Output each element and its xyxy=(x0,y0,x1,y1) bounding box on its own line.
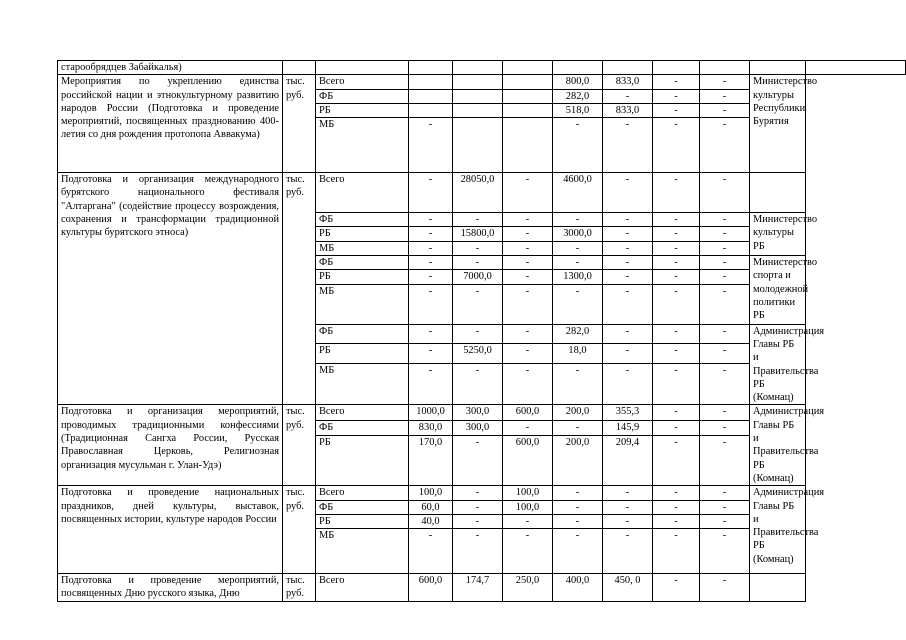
amount-cell: - xyxy=(453,256,503,270)
amount-cell: - xyxy=(409,256,453,270)
amount-cell: - xyxy=(653,89,700,103)
amount-cell: - xyxy=(503,364,553,405)
amount-cell: - xyxy=(409,324,453,344)
funding-source-cell: МБ xyxy=(316,241,409,255)
amount-cell: 300,0 xyxy=(453,405,503,420)
funding-source-cell: РБ xyxy=(316,227,409,241)
amount-cell: - xyxy=(700,89,750,103)
funding-source-cell: ФБ xyxy=(316,213,409,227)
funding-source-cell: МБ xyxy=(316,529,409,574)
funding-source-cell: МБ xyxy=(316,118,409,173)
amount-cell: - xyxy=(453,529,503,574)
empty-cell xyxy=(806,61,906,75)
table-row xyxy=(58,173,906,213)
amount-cell: - xyxy=(653,256,700,270)
empty-cell xyxy=(409,61,453,75)
amount-cell: 4600,0 xyxy=(553,173,603,213)
amount-cell: - xyxy=(653,241,700,255)
amount-cell: 18,0 xyxy=(553,344,603,364)
amount-cell: - xyxy=(700,270,750,284)
funding-source-cell: РБ xyxy=(316,344,409,364)
amount-cell: - xyxy=(653,270,700,284)
amount-cell: - xyxy=(603,324,653,344)
table-row xyxy=(58,405,906,420)
amount-cell: 28050,0 xyxy=(453,173,503,213)
funding-source-cell: МБ xyxy=(316,364,409,405)
amount-cell: - xyxy=(553,284,603,324)
unit-cell: тыс. руб. xyxy=(283,486,316,574)
amount-cell: - xyxy=(409,284,453,324)
program-funding-table xyxy=(57,60,906,602)
funding-source-cell: ФБ xyxy=(316,420,409,435)
amount-cell: - xyxy=(553,514,603,528)
amount-cell: - xyxy=(553,529,603,574)
amount-cell: - xyxy=(503,256,553,270)
amount-cell: - xyxy=(700,75,750,89)
amount-cell xyxy=(453,75,503,89)
amount-cell: - xyxy=(409,241,453,255)
amount-cell: - xyxy=(453,364,503,405)
amount-cell: - xyxy=(453,324,503,344)
amount-cell xyxy=(409,75,453,89)
amount-cell: - xyxy=(503,213,553,227)
amount-cell: - xyxy=(653,118,700,173)
amount-cell: - xyxy=(503,173,553,213)
amount-cell: - xyxy=(653,344,700,364)
amount-cell: 145,9 xyxy=(603,420,653,435)
amount-cell: - xyxy=(700,173,750,213)
amount-cell: - xyxy=(603,284,653,324)
amount-cell: - xyxy=(503,324,553,344)
amount-cell: - xyxy=(603,364,653,405)
amount-cell: - xyxy=(453,500,503,514)
amount-cell: - xyxy=(653,514,700,528)
activity-name-cell: Подготовка и проведение мероприятий, посвященных Дню русского языка, Дню xyxy=(58,574,283,602)
amount-cell: - xyxy=(453,486,503,500)
funding-source-cell: ФБ xyxy=(316,500,409,514)
funding-source-cell: РБ xyxy=(316,103,409,117)
empty-cell xyxy=(553,61,603,75)
amount-cell: - xyxy=(453,284,503,324)
amount-cell: - xyxy=(700,118,750,173)
amount-cell: - xyxy=(503,529,553,574)
amount-cell: - xyxy=(603,118,653,173)
amount-cell: - xyxy=(503,284,553,324)
amount-cell: - xyxy=(700,435,750,485)
activity-name-cell: Мероприятия по укреплению единства российской нации и этнокультурному развитию народов России (Подготовка и проведение мероприятий, посвященных празднованию 400-летия со дня рождения протопопа Аввакума) xyxy=(58,75,283,173)
responsible-executor-cell: Администрация Главы РБ и Правительства РБ (Комнац) xyxy=(750,486,806,574)
amount-cell: 300,0 xyxy=(453,420,503,435)
unit-cell: тыс. руб. xyxy=(283,574,316,602)
funding-source-cell: Всего xyxy=(316,405,409,420)
funding-source-cell: МБ xyxy=(316,284,409,324)
amount-cell: - xyxy=(553,500,603,514)
responsible-executor-cell xyxy=(750,574,806,602)
amount-cell: - xyxy=(503,344,553,364)
amount-cell: - xyxy=(503,227,553,241)
amount-cell: - xyxy=(553,486,603,500)
amount-cell: - xyxy=(700,344,750,364)
amount-cell: - xyxy=(409,364,453,405)
amount-cell: 200,0 xyxy=(553,405,603,420)
funding-source-cell: ФБ xyxy=(316,256,409,270)
amount-cell: - xyxy=(503,241,553,255)
funding-source-cell: ФБ xyxy=(316,324,409,344)
amount-cell: - xyxy=(700,420,750,435)
funding-source-cell: РБ xyxy=(316,435,409,485)
responsible-executor-cell xyxy=(750,173,806,213)
amount-cell: - xyxy=(453,241,503,255)
amount-cell: - xyxy=(453,514,503,528)
amount-cell: - xyxy=(603,486,653,500)
amount-cell: - xyxy=(553,364,603,405)
amount-cell: - xyxy=(503,420,553,435)
amount-cell: - xyxy=(700,324,750,344)
responsible-executor-cell: Министерство культуры РБ xyxy=(750,213,806,256)
table-row xyxy=(58,75,906,89)
amount-cell: - xyxy=(653,435,700,485)
empty-cell xyxy=(750,61,806,75)
amount-cell: - xyxy=(553,118,603,173)
amount-cell: 800,0 xyxy=(553,75,603,89)
amount-cell: 170,0 xyxy=(409,435,453,485)
amount-cell: 100,0 xyxy=(409,486,453,500)
amount-cell: - xyxy=(603,241,653,255)
amount-cell: 600,0 xyxy=(503,435,553,485)
amount-cell: - xyxy=(700,284,750,324)
amount-cell: - xyxy=(603,89,653,103)
amount-cell: 600,0 xyxy=(409,574,453,602)
amount-cell: - xyxy=(653,529,700,574)
amount-cell: - xyxy=(700,227,750,241)
empty-cell xyxy=(603,61,653,75)
amount-cell: - xyxy=(603,529,653,574)
unit-cell: тыс. руб. xyxy=(283,405,316,486)
amount-cell: - xyxy=(700,574,750,602)
amount-cell: 15800,0 xyxy=(453,227,503,241)
table-row xyxy=(58,574,906,602)
amount-cell xyxy=(503,118,553,173)
activity-name-cell: старообрядцев Забайкалья) xyxy=(58,61,283,75)
amount-cell: - xyxy=(653,574,700,602)
funding-source-cell: РБ xyxy=(316,270,409,284)
amount-cell: 282,0 xyxy=(553,324,603,344)
funding-source-cell: ФБ xyxy=(316,89,409,103)
amount-cell: - xyxy=(603,256,653,270)
amount-cell: - xyxy=(653,364,700,405)
amount-cell: - xyxy=(553,241,603,255)
amount-cell: - xyxy=(653,324,700,344)
empty-cell xyxy=(316,61,409,75)
amount-cell: 5250,0 xyxy=(453,344,503,364)
amount-cell xyxy=(503,89,553,103)
amount-cell: - xyxy=(700,405,750,420)
empty-cell xyxy=(700,61,750,75)
amount-cell: 1300,0 xyxy=(553,270,603,284)
amount-cell: 1000,0 xyxy=(409,405,453,420)
empty-cell xyxy=(453,61,503,75)
amount-cell xyxy=(409,103,453,117)
amount-cell: - xyxy=(553,213,603,227)
activity-name-cell: Подготовка и организация международного бурятского национального фестиваля "Алтаргана" (содействие процессу возрождения, сохранения и трансформации традиционной культуры бурятского этноса) xyxy=(58,173,283,405)
amount-cell: - xyxy=(553,420,603,435)
activity-name-cell: Подготовка и проведение национальных праздников, дней культуры, выставок, посвященных истории, культуре народов России xyxy=(58,486,283,574)
amount-cell: - xyxy=(700,486,750,500)
amount-cell: - xyxy=(653,75,700,89)
amount-cell: - xyxy=(409,344,453,364)
amount-cell: - xyxy=(503,270,553,284)
activity-name-cell: Подготовка и организация мероприятий, проводимых традиционными конфессиями (Традиционная Сангха России, Русская Православная Церковь, Религиозная организация мусульман г. Улан-Удэ) xyxy=(58,405,283,486)
amount-cell: - xyxy=(653,420,700,435)
amount-cell: - xyxy=(700,514,750,528)
amount-cell: - xyxy=(603,270,653,284)
funding-source-cell: Всего xyxy=(316,486,409,500)
amount-cell: - xyxy=(409,173,453,213)
amount-cell: - xyxy=(603,227,653,241)
funding-source-cell: Всего xyxy=(316,173,409,213)
amount-cell: 400,0 xyxy=(553,574,603,602)
amount-cell xyxy=(503,103,553,117)
responsible-executor-cell: Администрация Главы РБ и Правительства РБ (Комнац) xyxy=(750,324,806,405)
amount-cell: - xyxy=(700,103,750,117)
amount-cell: - xyxy=(653,486,700,500)
amount-cell: 200,0 xyxy=(553,435,603,485)
amount-cell: - xyxy=(409,529,453,574)
unit-cell: тыс. руб. xyxy=(283,173,316,405)
amount-cell: - xyxy=(603,173,653,213)
amount-cell: - xyxy=(603,344,653,364)
amount-cell: - xyxy=(700,241,750,255)
amount-cell: 600,0 xyxy=(503,405,553,420)
amount-cell: 40,0 xyxy=(409,514,453,528)
funding-source-cell: Всего xyxy=(316,574,409,602)
responsible-executor-cell: Администрация Главы РБ и Правительства РБ (Комнац) xyxy=(750,405,806,486)
amount-cell: - xyxy=(409,270,453,284)
amount-cell: - xyxy=(409,227,453,241)
amount-cell xyxy=(453,103,503,117)
amount-cell: 100,0 xyxy=(503,486,553,500)
table-row xyxy=(58,486,906,500)
amount-cell: 60,0 xyxy=(409,500,453,514)
amount-cell: - xyxy=(409,118,453,173)
table-row xyxy=(58,61,906,75)
amount-cell: 518,0 xyxy=(553,103,603,117)
amount-cell: - xyxy=(700,213,750,227)
funding-source-cell: РБ xyxy=(316,514,409,528)
amount-cell: - xyxy=(653,500,700,514)
amount-cell: - xyxy=(453,213,503,227)
amount-cell: - xyxy=(503,514,553,528)
amount-cell xyxy=(453,89,503,103)
amount-cell: 7000,0 xyxy=(453,270,503,284)
empty-cell xyxy=(503,61,553,75)
amount-cell: - xyxy=(700,500,750,514)
amount-cell: 209,4 xyxy=(603,435,653,485)
responsible-executor-cell: Министерство культуры Республики Бурятия xyxy=(750,75,806,173)
amount-cell: - xyxy=(603,213,653,227)
amount-cell: 355,3 xyxy=(603,405,653,420)
amount-cell xyxy=(409,89,453,103)
empty-cell xyxy=(653,61,700,75)
amount-cell: - xyxy=(700,364,750,405)
amount-cell: - xyxy=(653,405,700,420)
amount-cell: - xyxy=(700,256,750,270)
amount-cell: - xyxy=(653,284,700,324)
amount-cell xyxy=(503,75,553,89)
empty-cell xyxy=(283,61,316,75)
table-body xyxy=(58,61,906,602)
amount-cell: 833,0 xyxy=(603,75,653,89)
amount-cell: - xyxy=(700,529,750,574)
amount-cell xyxy=(453,118,503,173)
responsible-executor-cell: Министерство спорта и молодежной политики РБ xyxy=(750,256,806,325)
amount-cell: 833,0 xyxy=(603,103,653,117)
funding-source-cell: Всего xyxy=(316,75,409,89)
amount-cell: - xyxy=(653,103,700,117)
amount-cell: 830,0 xyxy=(409,420,453,435)
amount-cell: 174,7 xyxy=(453,574,503,602)
amount-cell: - xyxy=(653,213,700,227)
amount-cell: - xyxy=(653,173,700,213)
amount-cell: 282,0 xyxy=(553,89,603,103)
amount-cell: 100,0 xyxy=(503,500,553,514)
amount-cell: 3000,0 xyxy=(553,227,603,241)
amount-cell: - xyxy=(409,213,453,227)
amount-cell: - xyxy=(553,256,603,270)
amount-cell: 250,0 xyxy=(503,574,553,602)
amount-cell: - xyxy=(603,514,653,528)
unit-cell: тыс. руб. xyxy=(283,75,316,173)
amount-cell: - xyxy=(603,500,653,514)
amount-cell: - xyxy=(453,435,503,485)
amount-cell: 450, 0 xyxy=(603,574,653,602)
amount-cell: - xyxy=(653,227,700,241)
